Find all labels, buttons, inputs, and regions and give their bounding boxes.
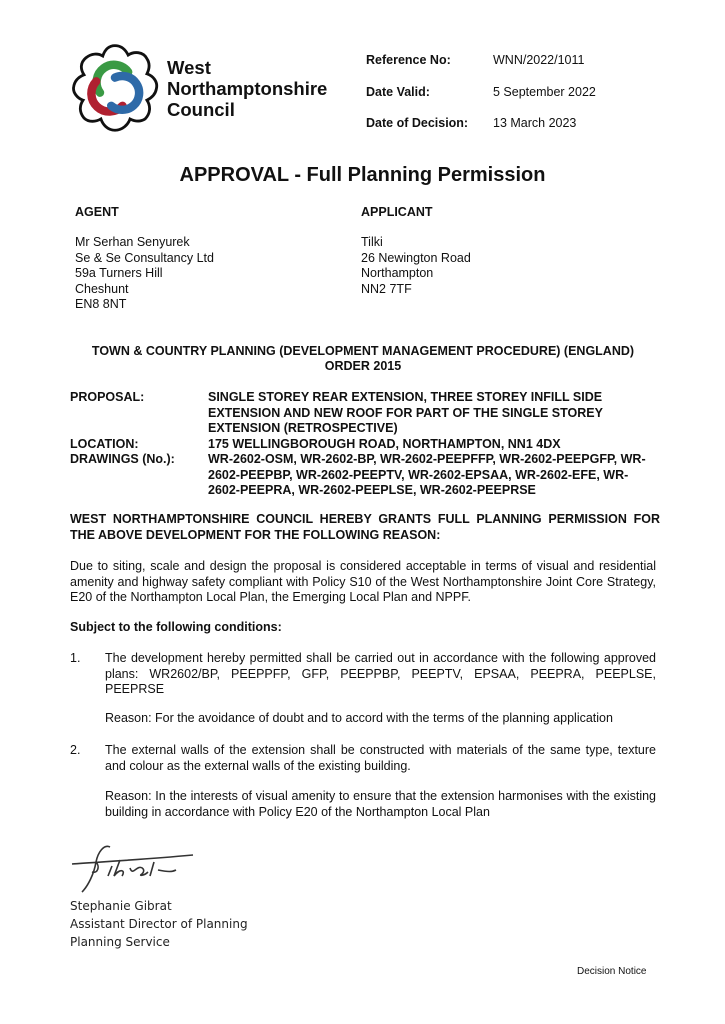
agent-address	[75, 235, 214, 313]
applicant-address-line: NN2 7TF	[361, 281, 412, 296]
agent-address-line: EN8 8NT	[75, 297, 127, 312]
condition-reason: Reason: In the interests of visual amenity to ensure that the extension harmonises with the existing building in accordance with Policy E20 of the Northampton Local Plan	[105, 789, 656, 819]
legislation-heading	[68, 344, 658, 374]
signatory-block	[70, 897, 248, 951]
applicant-address	[361, 235, 471, 297]
agent-heading: AGENT	[75, 205, 119, 219]
legislation-line: TOWN & COUNTRY PLANNING (DEVELOPMENT MANAGEMENT PROCEDURE) (ENGLAND)	[91, 344, 635, 358]
conditions-heading: Subject to the following conditions:	[70, 620, 282, 634]
reference-value: WNN/2022/1011	[493, 53, 585, 67]
agent-address-line: Mr Serhan Senyurek	[75, 235, 190, 249]
location-label: LOCATION:	[70, 437, 139, 451]
condition-reason: Reason: For the avoidance of doubt and to accord with the terms of the planning application	[105, 711, 613, 725]
drawings-value: WR-2602-OSM, WR-2602-BP, WR-2602-PEEPFFP, WR-2602-PEEPGFP, WR-2602-PEEPBP, WR-2602-PEEPTV, WR-2602-EPSAA, WR-2602-EFE, WR-2602-PEEPRA, WR-2602-PEEPLSE, WR-2602-PEEPRSE	[208, 452, 646, 497]
decision-date-value: 13 March 2023	[493, 116, 577, 130]
applicant-address-line: Northampton	[361, 266, 434, 281]
council-name-line: West	[167, 57, 211, 78]
location-value: 175 WELLINGBOROUGH ROAD, NORTHAMPTON, NN1 4DX	[208, 437, 561, 451]
reference-label: Reference No:	[366, 53, 451, 67]
page-title: APPROVAL - Full Planning Permission	[179, 164, 546, 186]
signatory-department: Planning Service	[70, 935, 170, 949]
date-valid-value: 5 September 2022	[493, 85, 596, 99]
applicant-address-line: 26 Newington Road	[361, 250, 471, 265]
condition-number: 2.	[70, 743, 81, 757]
footer-label: Decision Notice	[577, 966, 647, 977]
proposal-label: PROPOSAL:	[70, 390, 145, 404]
council-name-line: Northamptonshire	[167, 78, 328, 99]
proposal-value: SINGLE STOREY REAR EXTENSION, THREE STOREY INFILL SIDE EXTENSION AND NEW ROOF FOR PART OF THE SINGLE STOREY EXTENSION (RETROSPECTIVE)	[208, 390, 603, 435]
date-valid-label: Date Valid:	[366, 85, 430, 99]
council-name	[167, 57, 327, 120]
council-name-line: Council	[167, 99, 235, 120]
condition-text: The external walls of the extension shall be constructed with materials of the same type, texture and colour as the external walls of the existing building.	[105, 743, 656, 773]
council-logo	[68, 40, 162, 134]
applicant-heading: APPLICANT	[361, 205, 433, 219]
condition-number: 1.	[70, 651, 81, 665]
grant-statement: WEST NORTHAMPTONSHIRE COUNCIL HEREBY GRANTS FULL PLANNING PERMISSION FOR THE ABOVE DEVELOPMENT FOR THE FOLLOWING REASON:	[70, 512, 660, 542]
handwritten-signature-icon	[68, 842, 228, 900]
legislation-line: ORDER 2015	[324, 359, 402, 373]
drawings-label: DRAWINGS (No.):	[70, 452, 175, 466]
signatory-name: Stephanie Gibrat	[70, 899, 172, 913]
council-knot-logo-icon	[68, 40, 162, 134]
decision-date-label: Date of Decision:	[366, 116, 469, 130]
condition-text: The development hereby permitted shall be carried out in accordance with the following approved plans: WR2602/BP, PEEPPFP, GFP, PEEPPBP, PEEPTV, EPSAA, PEEPRA, PEEPLSE, PEEPRSE	[105, 651, 656, 697]
agent-address-line: 59a Turners Hill	[75, 266, 163, 281]
reason-paragraph: Due to siting, scale and design the proposal is considered acceptable in terms of visual and residential amenity and highway safety compliant with Policy S10 of the West Northamptonshire Joint Core Strategy, E20 of the Northampton Local Plan, the Emerging Local Plan and NPPF.	[70, 559, 656, 605]
signatory-role: Assistant Director of Planning	[70, 917, 248, 931]
agent-address-line: Cheshunt	[75, 281, 129, 296]
signature	[68, 842, 228, 900]
applicant-address-line: Tilki	[361, 235, 383, 249]
agent-address-line: Se & Se Consultancy Ltd	[75, 250, 214, 265]
